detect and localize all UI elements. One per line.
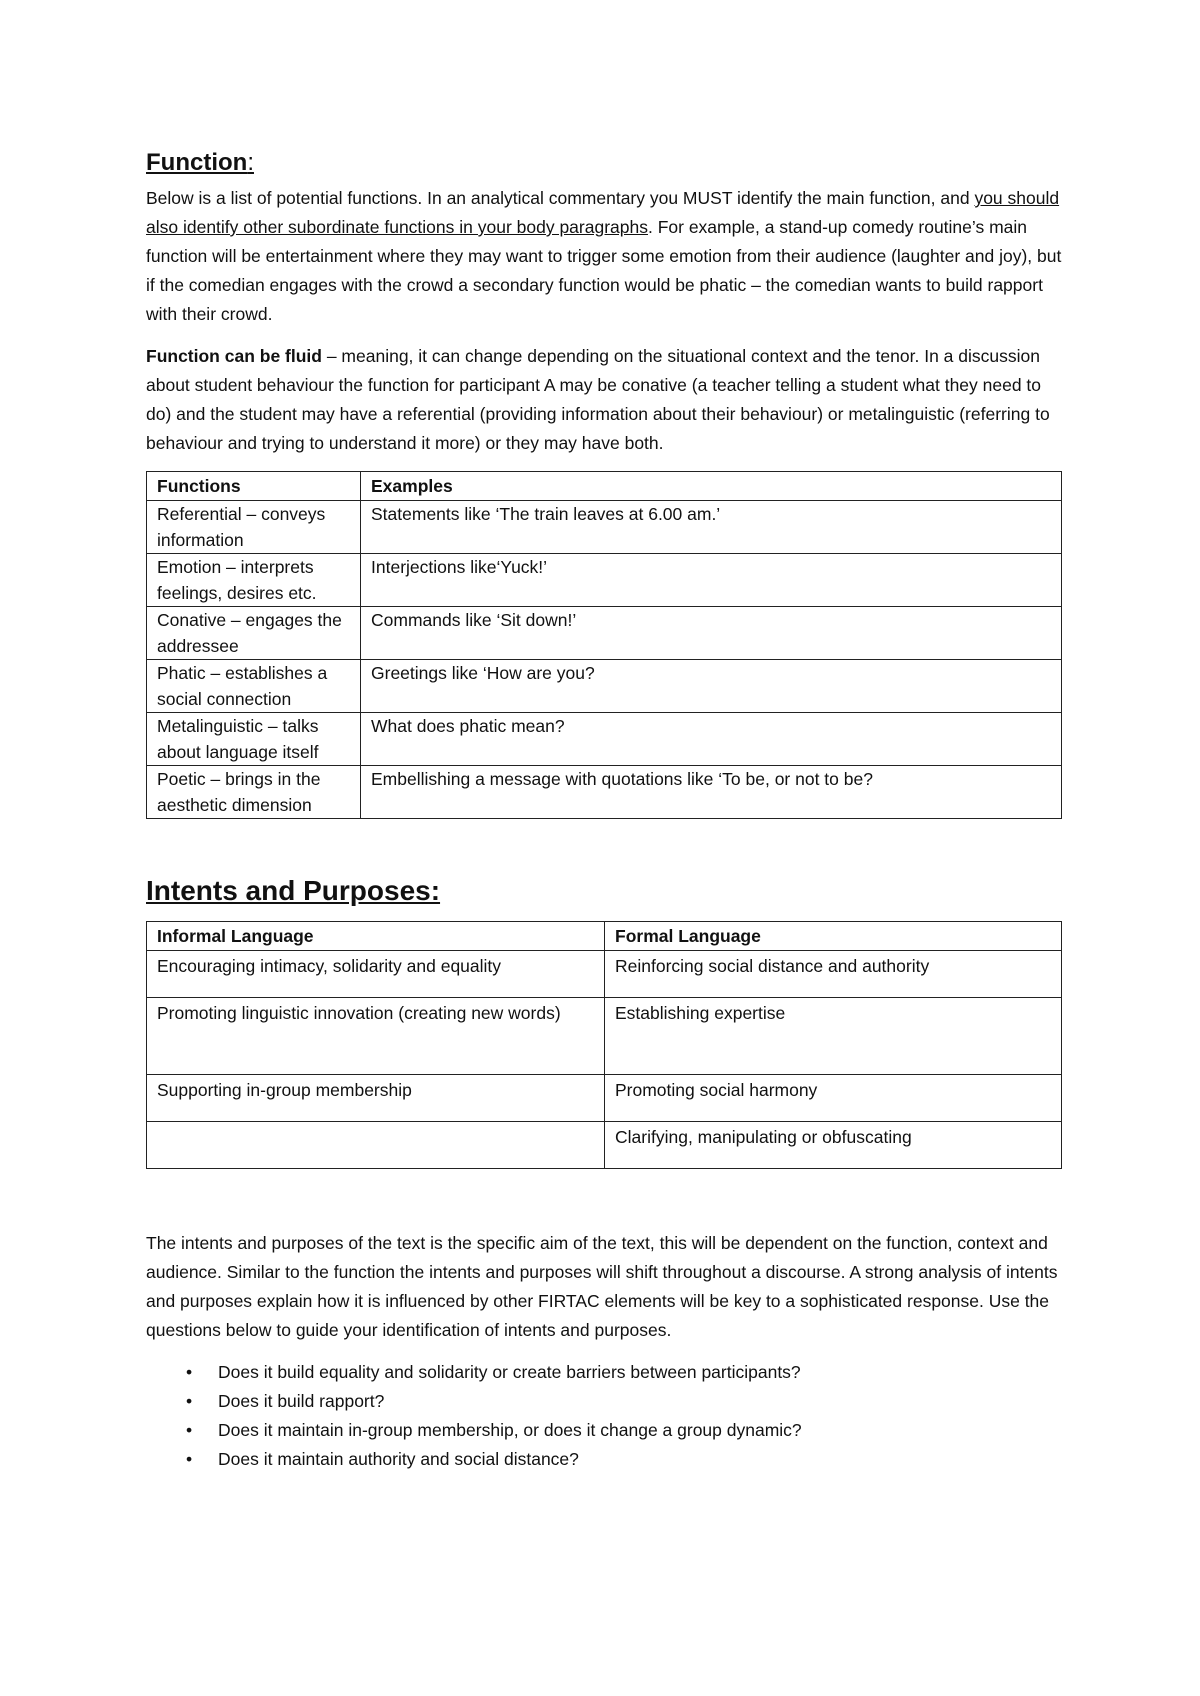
informal-cell: Supporting in-group membership [147,1075,605,1122]
table-row [147,501,1062,554]
function-heading: Function: [146,149,254,176]
document-page [146,148,1062,1474]
formal-cell: Establishing expertise [605,998,1062,1075]
example-cell: Commands like ‘Sit down!’ [361,607,1062,660]
intents-paragraph: The intents and purposes of the text is the specific aim of the text, this will be dependent on the function, context and audience. Similar to the function the intents and purposes will shift throughout a discourse. A strong analysis of intents and purposes explain how it is influenced by other FIRTAC elements will be key to a sophisticated response. Use the questions below to guide your identification of intents and purposes. [146,1233,1058,1340]
column-header-functions: Functions [147,472,361,501]
bullet-icon: • [186,1362,193,1382]
fluid-lead: Function can be fluid [146,346,322,366]
formal-cell: Reinforcing social distance and authority [605,951,1062,998]
table-header-row [147,472,1062,501]
function-cell: Conative – engages the addressee [147,607,361,660]
function-cell: Phatic – establishes a social connection [147,660,361,713]
table-row [147,766,1062,819]
example-cell: What does phatic mean? [361,713,1062,766]
informal-cell: Promoting linguistic innovation (creating new words) [147,998,605,1075]
table-row [147,607,1062,660]
table-row [147,951,1062,998]
list-item: • Does it build equality and solidarity or create barriers between participants? [218,1358,1062,1387]
functions-table [146,471,1062,819]
informal-cell: Encouraging intimacy, solidarity and equality [147,951,605,998]
bullet-icon: • [186,1449,193,1469]
example-cell: Interjections like‘Yuck!’ [361,554,1062,607]
example-cell: Greetings like ‘How are you? [361,660,1062,713]
function-cell: Referential – conveys information [147,501,361,554]
formal-cell: Clarifying, manipulating or obfuscating [605,1122,1062,1169]
informal-cell-empty [147,1122,605,1169]
formal-cell: Promoting social harmony [605,1075,1062,1122]
function-fluid-paragraph: Function can be fluid – meaning, it can change depending on the situational context and the tenor. In a discussion about student behaviour the function for participant A may be conative (a teacher telling a student what they need to do) and the student may have a referential (providing information about their behaviour) or metalinguistic (referring to behaviour and trying to understand it more) or they may have both. [146,346,1050,453]
function-cell: Poetic – brings in the aesthetic dimension [147,766,361,819]
bullet-icon: • [186,1420,193,1440]
table-header-row [147,922,1062,951]
underlined-instruction: you should also identify other subordinate functions in your body paragraphs [146,188,1060,237]
bullet-icon: • [186,1391,193,1411]
function-cell: Emotion – interprets feelings, desires etc. [147,554,361,607]
table-row [147,998,1062,1075]
table-row [147,713,1062,766]
function-cell: Metalinguistic – talks about language itself [147,713,361,766]
example-cell: Embellishing a message with quotations like ‘To be, or not to be? [361,766,1062,819]
list-item: • Does it maintain authority and social distance? [218,1445,1062,1474]
language-table [146,921,1062,1169]
list-item: • Does it maintain in-group membership, or does it change a group dynamic? [218,1416,1062,1445]
table-row [147,660,1062,713]
function-intro-paragraph: Below is a list of potential functions. In an analytical commentary you MUST identify the main function, and you should also identify other subordinate functions in your body paragraphs. For example, a stand-up comedy routine’s main function will be entertainment where they may want to trigger some emotion from their audience (laughter and joy), but if the comedian engages with the crowd a secondary function would be phatic – the comedian wants to build rapport with their crowd. [146,188,1062,324]
column-header-formal: Formal Language [605,922,1062,951]
column-header-informal: Informal Language [147,922,605,951]
table-row [147,554,1062,607]
table-row [147,1122,1062,1169]
question-list [146,1358,1062,1474]
example-cell: Statements like ‘The train leaves at 6.00 am.’ [361,501,1062,554]
column-header-examples: Examples [361,472,1062,501]
list-item: • Does it build rapport? [218,1387,1062,1416]
table-row [147,1075,1062,1122]
intents-heading: Intents and Purposes: [146,875,441,906]
